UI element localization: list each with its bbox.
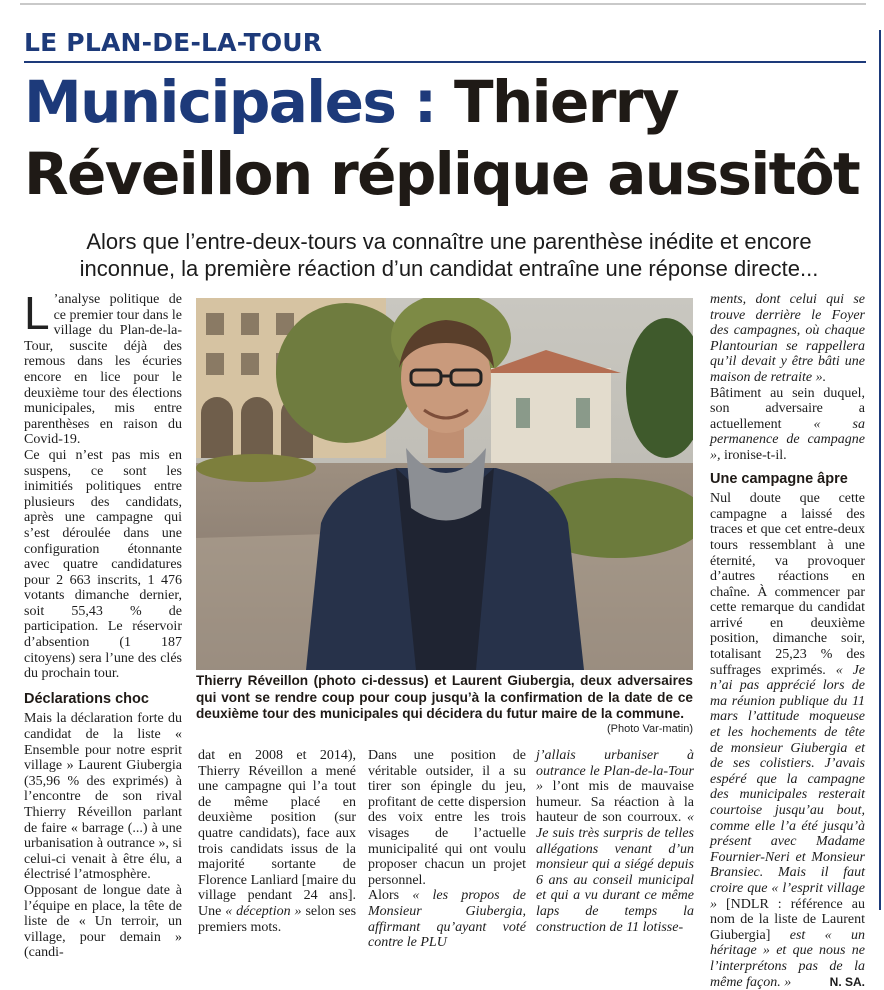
top-rule xyxy=(20,3,866,5)
col4-para1: Dans une position de véritable outsider, il a su tirer son épingle du jeu, profitant de cette dispersion des voix entre les trois visages de l’actuelle municipalité qui ont voulu proposer chacun un projet personnel. xyxy=(368,748,526,888)
headline-line2: Réveillon réplique aussitôt xyxy=(24,140,860,208)
photo-caption: Thierry Réveillon (photo ci-dessus) et Laurent Giubergia, deux adversaires qui vont se rendre coup pour coup jusqu’à la confirmation de la date de ce deuxième tour des municipales qui décidera du futur maire de la commune. xyxy=(196,673,693,721)
subhead-campagne: Une campagne âpre xyxy=(710,470,848,487)
subhead-declarations: Déclarations choc xyxy=(24,690,149,707)
column-3 xyxy=(198,748,356,935)
drop-cap: L xyxy=(24,287,50,339)
col6-para1: ments, dont celui qui se trouve derrière le Foyer des campagnes, où chaque Plantourian se rappellera qu’il devait y être bâti une maison de retraite ». xyxy=(710,292,865,385)
col1-para2: Ce qui n’est pas mis en suspens, ce sont les inimitiés politiques entre plusieurs des candidats, après une campagne qui s’est déroulée dans une configuration étonnante avec quatre candidatures pour 2 663 inscrits, 1 476 votants dimanche dernier, soit 55,43 % de participation. Le réservoir d’absention (1 187 citoyens) sera l’une des clés du prochain tour. xyxy=(24,447,182,682)
photo-illustration xyxy=(196,298,693,670)
col1-para1: L ’analyse politique de ce premier tour dans le village du Plan-de-la-Tour, suscite déjà des remous dans les écuries encore en lice pour le deuxième tour des élections municipales, mis entre parenthèses en raison du Covid-19. xyxy=(24,287,182,448)
col1-para4: Opposant de longue date à l’équipe en place, la tête de liste de « Un terroir, un village, pour demain » (candi- xyxy=(24,882,182,961)
article-photo xyxy=(196,298,693,670)
kicker-rule xyxy=(24,61,866,63)
lead-line1: Alors que l’entre-deux-tours va connaître une parenthèse inédite et encore xyxy=(86,229,812,254)
lead-line2: inconnue, la première réaction d’un candidat entraîne une réponse directe... xyxy=(79,256,819,281)
col4-para2: Alors « les propos de Monsieur Giubergia, affirmant qu’ayant voté contre le PLU xyxy=(368,888,526,951)
signature: N. SA. xyxy=(829,974,865,989)
column-1 xyxy=(24,287,182,961)
headline-blue: Municipales : xyxy=(24,68,436,136)
col5-para1: j’allais urbaniser à outrance le Plan-de-la-Tour » l’ont mis de mauvaise humeur. Sa réaction à la hauteur de son courroux. « Je suis très surpris de telles allégations venant d’un monsieur qui a siégé depuis 6 ans au conseil municipal et qui a vu durant ce même laps de temps la construction de 11 lotisse- xyxy=(536,748,694,935)
photo-credit: (Photo Var-matin) xyxy=(607,723,693,735)
column-6 xyxy=(710,292,865,990)
col6-para2: Bâtiment au sein duquel, son adversaire a actuellement « sa permanence de campagne », ironise-t-il. xyxy=(710,385,866,463)
column-5 xyxy=(536,748,694,935)
lead-paragraph xyxy=(24,228,874,282)
headline xyxy=(24,66,874,210)
section-kicker: LE PLAN-DE-LA-TOUR xyxy=(24,28,323,57)
headline-rest: Thierry xyxy=(454,68,678,136)
col3-para1: dat en 2008 et 2014), Thierry Réveillon a mené une campagne qui l’a tout de même placé en deuxième position (sur quatre candidats), face aux trois candidats issus de la majorité sortante de Florence Lanliard [maire du village pendant 24 ans]. Une « déception » selon ses premiers mots. xyxy=(198,748,357,935)
right-rule xyxy=(879,30,881,910)
col6-para3: Nul doute que cette campagne a laissé des traces et que cet entre-deux tours ressemblant à une éternité, va provoquer d’autres réactions en chaîne. À commencer par cette remarque du candidat arrivé en deuxième position, dimanche soir, totalisant 25,23 % des suffrages exprimés. « Je n’ai pas apprécié lors de ma réunion publique du 11 mars l’attitude moqueuse et les hochements de tête de monsieur Giubergia et de ses colistiers. J’avais espéré que la campagne des municipales resterait courtoise jusqu’au bout, comme elle l’a été jusqu’à présent avec Madame Fournier-Neri et Monsieur Bransiec. Mais il faut croire que « l’esprit village » [NDLR : référence au nom de la liste de Laurent Giubergia] est « un héritage » et que nous ne l’interprétons pas de la même façon. » N. SA. xyxy=(710,491,866,990)
column-4 xyxy=(368,748,526,951)
col1-para3: Mais la déclaration forte du candidat de la liste « Ensemble pour notre esprit village » Laurent Giubergia (35,96 % des exprimés) à l’encontre de son rival Thierry Réveillon parlant de faire « barrage (...) à une urbanisation à outrance », si celui-ci venait à être élu, a électrisé l’atmosphère. xyxy=(24,711,182,883)
